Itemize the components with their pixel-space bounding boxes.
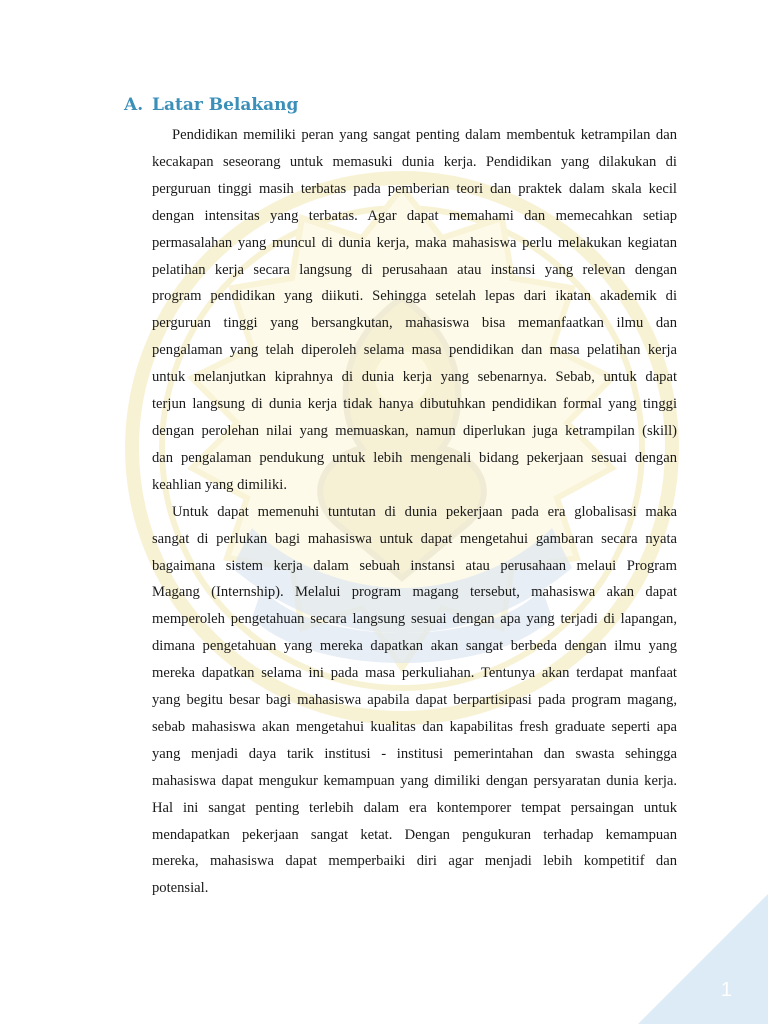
corner-decoration [608,894,768,1024]
text-line: dan pengalaman pendukung untuk lebih mengenali bidang pekerjaan sesuai dengan [152,449,677,466]
text-line: bagaimana sistem kerja dalam sebuah instansi atau perusahaan melaui Program [152,557,677,574]
text-line: pengalaman yang telah diperoleh selama masa pendidikan dan masa pelatihan kerja [152,342,677,359]
text-line: mereka, mahasiswa dapat memperbaiki diri agar menjadi lebih kompetitif dan [152,853,677,870]
text-line: yang begitu besar bagi mahasiswa apabila dapat berpartisipasi pada program magang, [152,692,677,709]
text-line: sangat di perlukan bagi mahasiswa untuk dapat mengetahui gambaran secara nyata [152,530,677,547]
text-line: dengan perolehan nilai yang memuaskan, namun diperlukan juga ketrampilan (skill) [152,422,677,439]
text-line: keahlian yang dimiliki. [152,476,287,493]
text-line: Untuk dapat memenuhi tuntutan di dunia pekerjaan pada era globalisasi maka [172,503,677,520]
text-line: permasalahan yang muncul di dunia kerja, maka mahasiswa perlu melakukan kegiatan [152,234,677,251]
text-line: untuk melanjutkan kiprahnya di dunia kerja yang sebenarnya. Sebab, untuk dapat [152,369,677,386]
text-line: mendapatkan pekerjaan sangat ketat. Dengan pengukuran terhadap kemampuan [152,826,677,843]
text-line: pelatihan kerja secara langsung di perusahaan atau instansi yang relevan dengan [152,261,677,278]
text-line: kecakapan seseorang untuk memasuki dunia kerja. Pendidikan yang dilakukan di [152,153,677,170]
text-line: perguruan tinggi masih terbatas pada pemberian teori dan praktek dalam skala kecil [152,180,677,197]
text-line: mahasiswa dapat mengukur kemampuan yang dimiliki dengan persyaratan dunia kerja. [152,772,677,789]
text-line: terjun langsung di dunia kerja tidak hanya dibutuhkan pendidikan formal yang tinggi [152,396,677,413]
text-line: yang menjadi daya tarik institusi - institusi pemerintahan dan swasta sehingga [152,745,677,762]
text-line: Pendidikan memiliki peran yang sangat penting dalam membentuk ketrampilan dan [172,127,677,143]
text-line: dimana pengetahuan yang mereka dapatkan akan sangat berbeda dengan ilmu yang [152,638,677,655]
section-title: Latar Belakang [152,95,299,115]
section-heading [124,92,677,118]
paragraph-2 [152,499,677,903]
text-line: dengan intensitas yang terbatas. Agar dapat memahami dan memecahkan setiap [152,207,677,224]
text-line: memperoleh pengetahuan secara langsung sesuai dengan apa yang terjadi di lapangan, [152,611,677,628]
text-line: potensial. [152,880,209,897]
text-line: Hal ini sangat penting terlebih dalam era kontemporer tempat persaingan untuk [152,799,677,816]
text-line: mereka dapatkan selama ini pada masa perkuliahan. Tentunya akan terdapat manfaat [152,665,677,682]
paragraph-1 [152,122,677,499]
page-number: 1 [720,979,732,1001]
text-line: Magang (Internship). Melalui program magang tersebut, mahasiswa akan dapat [152,584,677,601]
document-body [124,92,677,902]
section-number: A. [124,95,144,115]
text-line: program pendidikan yang diikuti. Sehingga setelah lepas dari ikatan akademik di [152,288,677,305]
text-line: sebab mahasiswa akan mengetahui kualitas dan kapabilitas fresh graduate seperti apa [152,718,677,735]
text-line: perguruan tinggi yang bersangkutan, mahasiswa bisa memanfaatkan ilmu dan [152,315,677,332]
